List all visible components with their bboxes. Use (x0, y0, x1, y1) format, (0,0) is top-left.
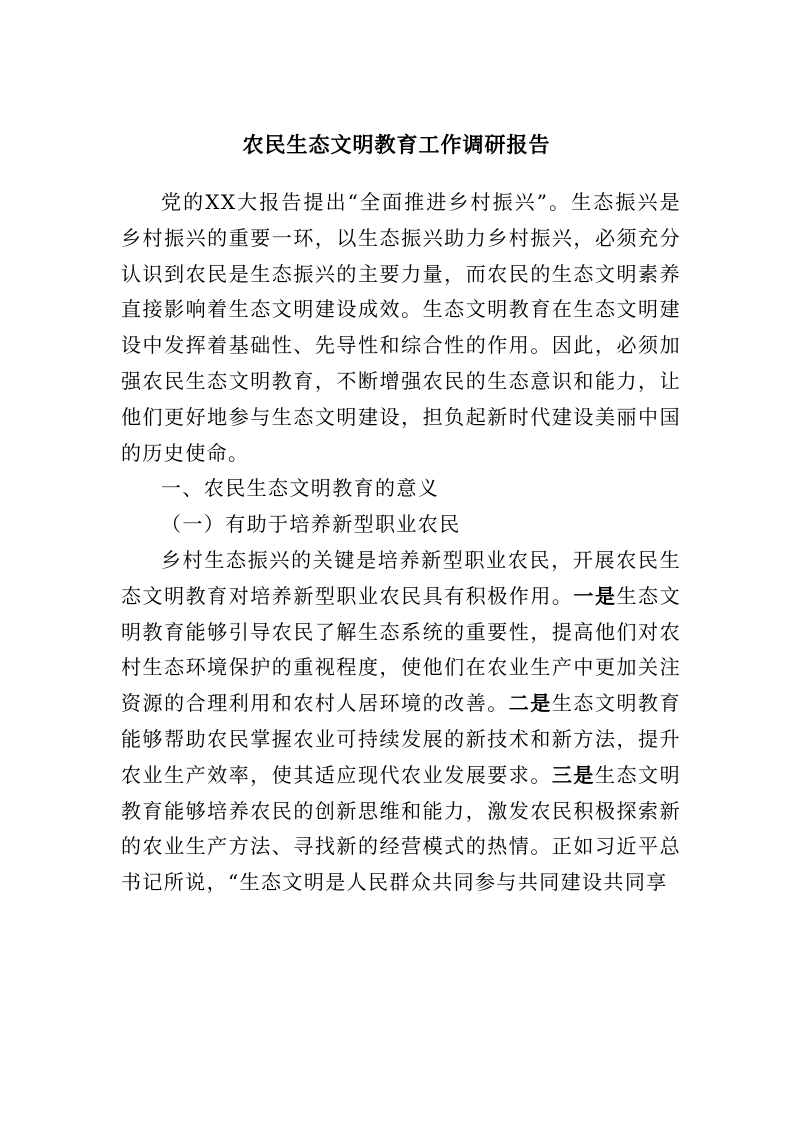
paragraph-text: 乡村生态振兴的关键是培养新型职业农民，开展农民生态文明教育对培养新型职业农民具有积极作用。 (121, 547, 681, 608)
bold-marker: 二是 (508, 691, 552, 716)
paragraph-text: 生态文明教育能够引导农民了解生态系统的重要性，提高他们对农村生态环境保护的重视程度，使他们在农业生产中更加关注资源的合理利用和农村人居环境的改善。 (121, 583, 681, 716)
document-body (121, 185, 681, 901)
bold-marker: 一是 (573, 583, 617, 608)
subsection-heading: （一）有助于培养新型职业农民 (161, 512, 461, 537)
section-heading: 一、农民生态文明教育的意义 (161, 476, 440, 501)
paragraph-text: 生态文明教育能够帮助农民掌握农业可持续发展的新技术和新方法，提升农业生产效率，使其适应现代农业发展要求。 (121, 691, 681, 787)
document-title: 农民生态文明教育工作调研报告 (242, 132, 551, 157)
intro-paragraph: 党的XX大报告提出“全面推进乡村振兴”。生态振兴是乡村振兴的重要一环，以生态振兴助力乡村振兴，必须充分认识到农民是生态振兴的主要力量，而农民的生态文明素养直接影响着生态文明建设成效。生态文明教育在生态文明建设中发挥着基础性、先导性和综合性的作用。因此，必须加强农民生态文明教育，不断增强农民的生态意识和能力，让他们更好地参与生态文明建设，担负起新时代建设美丽中国的历史使命。 (121, 190, 681, 465)
paragraph-text: 生态文明教育能够培养农民的创新思维和能力，激发农民积极探索新的农业生产方法、寻找新的经营模式的热情。正如习近平总书记所说，“生态文明是人民群众共同参与共同建设共同享 (121, 762, 681, 895)
bold-marker: 三是 (551, 762, 595, 787)
body-paragraph (121, 543, 681, 901)
